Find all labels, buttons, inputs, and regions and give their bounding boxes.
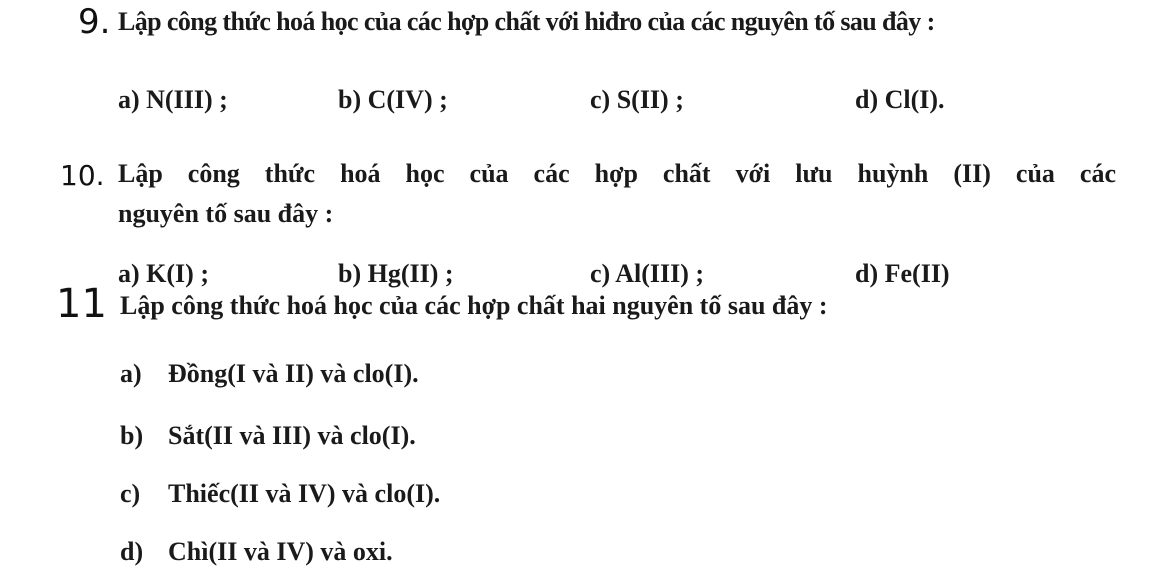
option-c: c) Al(III) ;	[590, 259, 705, 288]
item-text: Chì(II và IV) và oxi.	[168, 537, 393, 566]
item-label: b)	[120, 421, 144, 450]
handwritten-question-number: 11	[56, 281, 107, 327]
question-prompt-line-1: Lập công thức hoá học của các hợp chất với lưu huỳnh (II) của các	[118, 159, 1116, 188]
item-b	[120, 420, 416, 452]
option-a: a) K(I) ;	[118, 259, 209, 288]
handwritten-question-number: 10.	[60, 159, 105, 192]
option-d: d) Fe(II)	[855, 259, 950, 288]
item-d	[120, 536, 393, 568]
item-a	[120, 358, 419, 390]
option-b: b) Hg(II) ;	[338, 259, 454, 288]
item-label: d)	[120, 537, 144, 566]
question-prompt-line-2: nguyên tố sau đây :	[118, 199, 334, 228]
item-text: Thiếc(II và IV) và clo(I).	[168, 479, 441, 508]
question-prompt: Lập công thức hoá học của các hợp chất hai nguyên tố sau đây :	[120, 291, 828, 320]
item-label: a)	[120, 359, 142, 388]
option-a: a) N(III) ;	[118, 85, 228, 114]
option-c: c) S(II) ;	[590, 85, 684, 114]
item-label: c)	[120, 479, 141, 508]
handwritten-question-number: 9.	[78, 2, 111, 42]
question-prompt: Lập công thức hoá học của các hợp chất với hiđro của các nguyên tố sau đây :	[118, 7, 935, 36]
item-text: Sắt(II và III) và clo(I).	[168, 421, 416, 450]
item-text: Đồng(I và II) và clo(I).	[168, 359, 419, 388]
option-d: d) Cl(I).	[855, 85, 945, 114]
item-c	[120, 478, 440, 510]
option-b: b) C(IV) ;	[338, 85, 448, 114]
